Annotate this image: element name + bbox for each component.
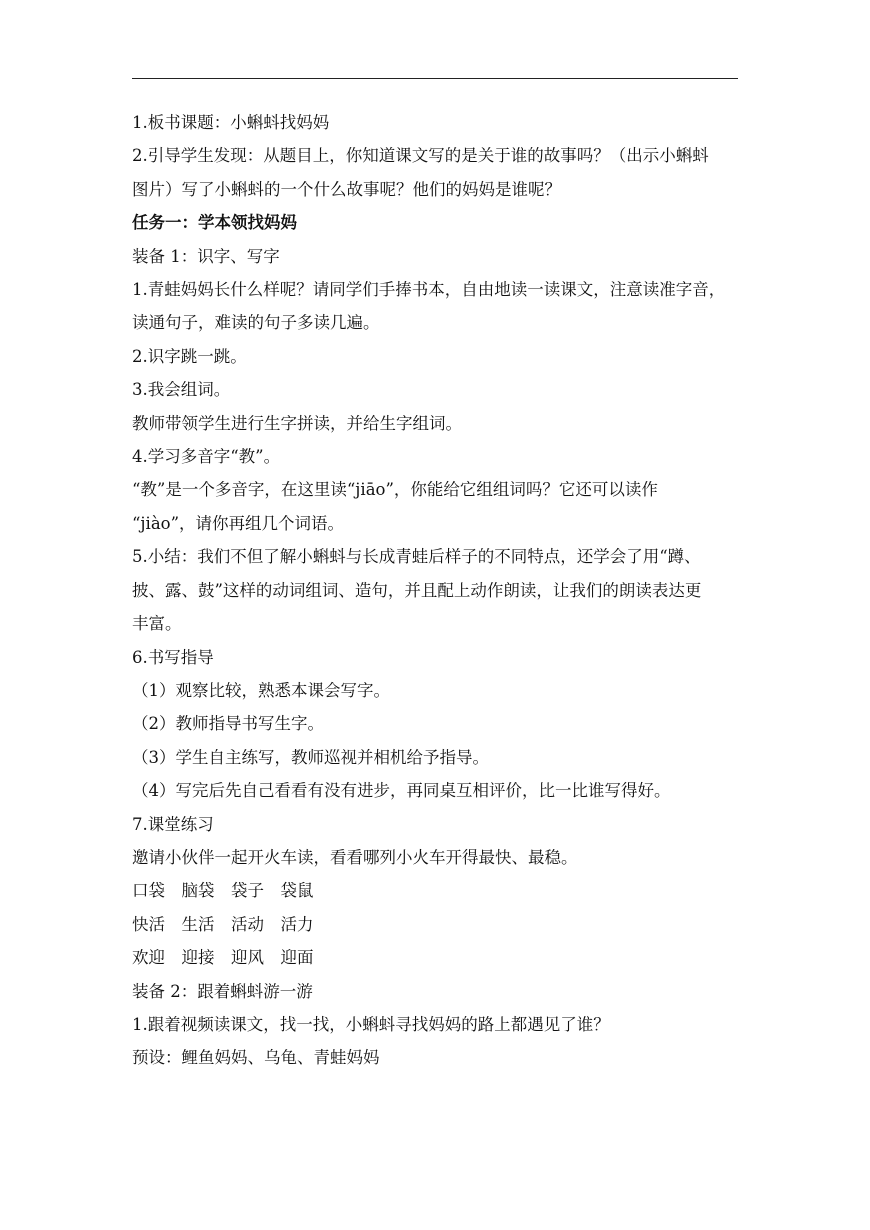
- text-line: （3）学生自主练写，教师巡视并相机给予指导。: [132, 747, 489, 767]
- text-line: 预设：鲤鱼妈妈、乌龟、青蛙妈妈: [132, 1048, 380, 1068]
- text-line: 1.青蛙妈妈长什么样呢？请同学们手捧书本，自由地读一读课文，注意读准字音，: [132, 280, 726, 300]
- text-line: 丰富。: [132, 614, 182, 634]
- text-line: 1.板书课题：小蝌蚪找妈妈: [132, 113, 330, 132]
- text-line: 图片）写了小蝌蚪的一个什么故事呢？他们的妈妈是谁呢？: [132, 179, 561, 199]
- text-line: 读通句子，难读的句子多读几遍。: [132, 313, 380, 333]
- header-rule: [132, 78, 738, 79]
- text-line: 5.小结：我们不但了解小蝌蚪与长成青蛙后样子的不同特点，还学会了用“蹲、: [132, 547, 701, 567]
- document-body: [132, 106, 744, 1075]
- text-line: 教师带领学生进行生字拼读，并给生字组词。: [132, 413, 462, 433]
- word-group-line: 快活 生活 活动 活力: [132, 914, 314, 934]
- text-line: （4）写完后先自己看看有没有进步，再同桌互相评价，比一比谁写得好。: [132, 781, 671, 801]
- text-line: 2.识字跳一跳。: [132, 346, 247, 366]
- section-heading: 任务一：学本领找妈妈: [132, 213, 297, 233]
- text-line: “jiào”，请你再组几个词语。: [132, 513, 345, 533]
- text-line: 3.我会组词。: [132, 380, 231, 400]
- text-line: 邀请小伙伴一起开火车读，看看哪列小火车开得最快、最稳。: [132, 847, 578, 867]
- text-line: “教”是一个多音字，在这里读“jiāo”，你能给它组组词吗？它还可以读作: [132, 480, 658, 500]
- text-line: 披、露、鼓”这样的动词组词、造句，并且配上动作朗读，让我们的朗读表达更: [132, 580, 702, 600]
- text-line: （2）教师指导书写生字。: [132, 714, 324, 734]
- text-line: 1.跟着视频读课文，找一找，小蝌蚪寻找妈妈的路上都遇见了谁？: [132, 1014, 610, 1034]
- text-line: 2.引导学生发现：从题目上，你知道课文写的是关于谁的故事吗？（出示小蝌蚪: [132, 146, 709, 166]
- text-line: 7.课堂练习: [132, 814, 214, 834]
- text-line: 6.书写指导: [132, 647, 214, 667]
- text-line: （1）观察比较，熟悉本课会写字。: [132, 680, 390, 700]
- word-group-line: 欢迎 迎接 迎风 迎面: [132, 948, 314, 968]
- text-line: 4.学习多音字“教”。: [132, 447, 281, 467]
- word-group-line: 口袋 脑袋 袋子 袋鼠: [132, 881, 314, 901]
- text-line: 装备 2：跟着蝌蚪游一游: [132, 981, 313, 1001]
- text-line: 装备 1：识字、写字: [132, 246, 280, 266]
